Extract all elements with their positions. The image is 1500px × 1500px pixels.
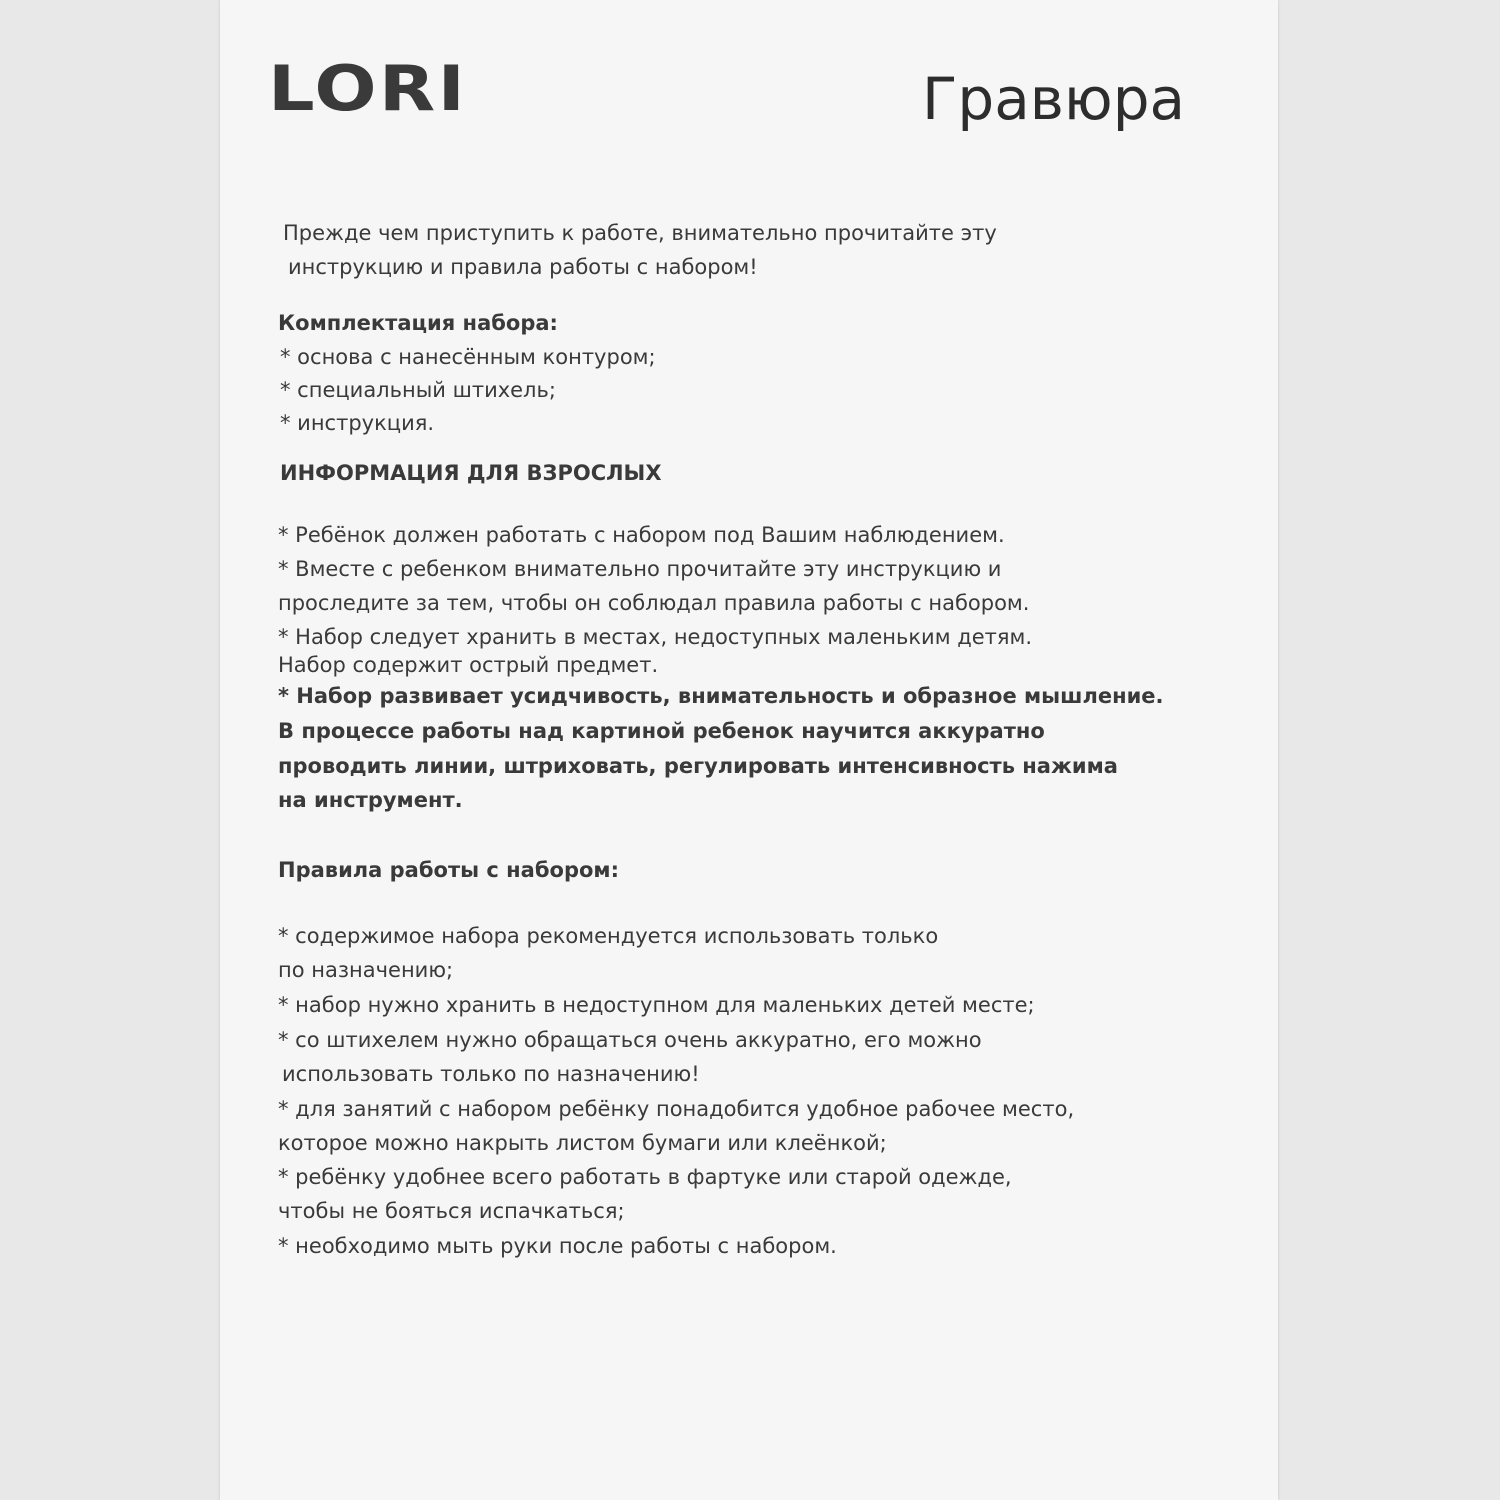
adults-bold-line: * Набор развивает усидчивость, внимательность и образное мышление.: [278, 684, 1164, 708]
adults-line: * Набор следует хранить в местах, недоступных маленьким детям.: [278, 625, 1033, 649]
adults-line: * Ребёнок должен работать с набором под Вашим наблюдением.: [278, 523, 1005, 547]
rules-line: * ребёнку удобнее всего работать в фартуке или старой одежде,: [278, 1165, 1012, 1189]
adults-heading: ИНФОРМАЦИЯ ДЛЯ ВЗРОСЛЫХ: [280, 461, 662, 485]
adults-line: проследите за тем, чтобы он соблюдал правила работы с набором.: [278, 591, 1030, 615]
rules-line: * со штихелем нужно обращаться очень аккуратно, его можно: [278, 1028, 982, 1052]
adults-bold-line: проводить линии, штриховать, регулировать интенсивность нажима: [278, 754, 1118, 778]
adults-line: Набор содержит острый предмет.: [278, 653, 659, 677]
rules-line: использовать только по назначению!: [282, 1062, 700, 1086]
intro-line: инструкцию и правила работы с набором!: [288, 255, 758, 279]
rules-line: которое можно накрыть листом бумаги или клеёнкой;: [278, 1131, 887, 1155]
kit-item: * инструкция.: [280, 411, 435, 435]
rules-heading: Правила работы с набором:: [278, 858, 619, 882]
rules-line: по назначению;: [278, 958, 454, 982]
brand-logo: LORI: [268, 52, 468, 125]
rules-line: * необходимо мыть руки после работы с набором.: [278, 1234, 837, 1258]
kit-item: * специальный штихель;: [280, 378, 556, 402]
kit-heading: Комплектация набора:: [278, 311, 558, 335]
adults-line: * Вместе с ребенком внимательно прочитайте эту инструкцию и: [278, 557, 1002, 581]
rules-line: * содержимое набора рекомендуется использовать только: [278, 924, 939, 948]
adults-bold-line: на инструмент.: [278, 788, 463, 812]
rules-line: чтобы не бояться испачкаться;: [278, 1199, 625, 1223]
page-title: Гравюра: [922, 65, 1186, 133]
adults-bold-line: В процессе работы над картиной ребенок научится аккуратно: [278, 719, 1045, 743]
intro-line: Прежде чем приступить к работе, внимательно прочитайте эту: [283, 221, 997, 245]
rules-line: * для занятий с набором ребёнку понадобится удобное рабочее место,: [278, 1097, 1075, 1121]
kit-item: * основа с нанесённым контуром;: [280, 345, 656, 369]
rules-line: * набор нужно хранить в недоступном для маленьких детей месте;: [278, 993, 1035, 1017]
